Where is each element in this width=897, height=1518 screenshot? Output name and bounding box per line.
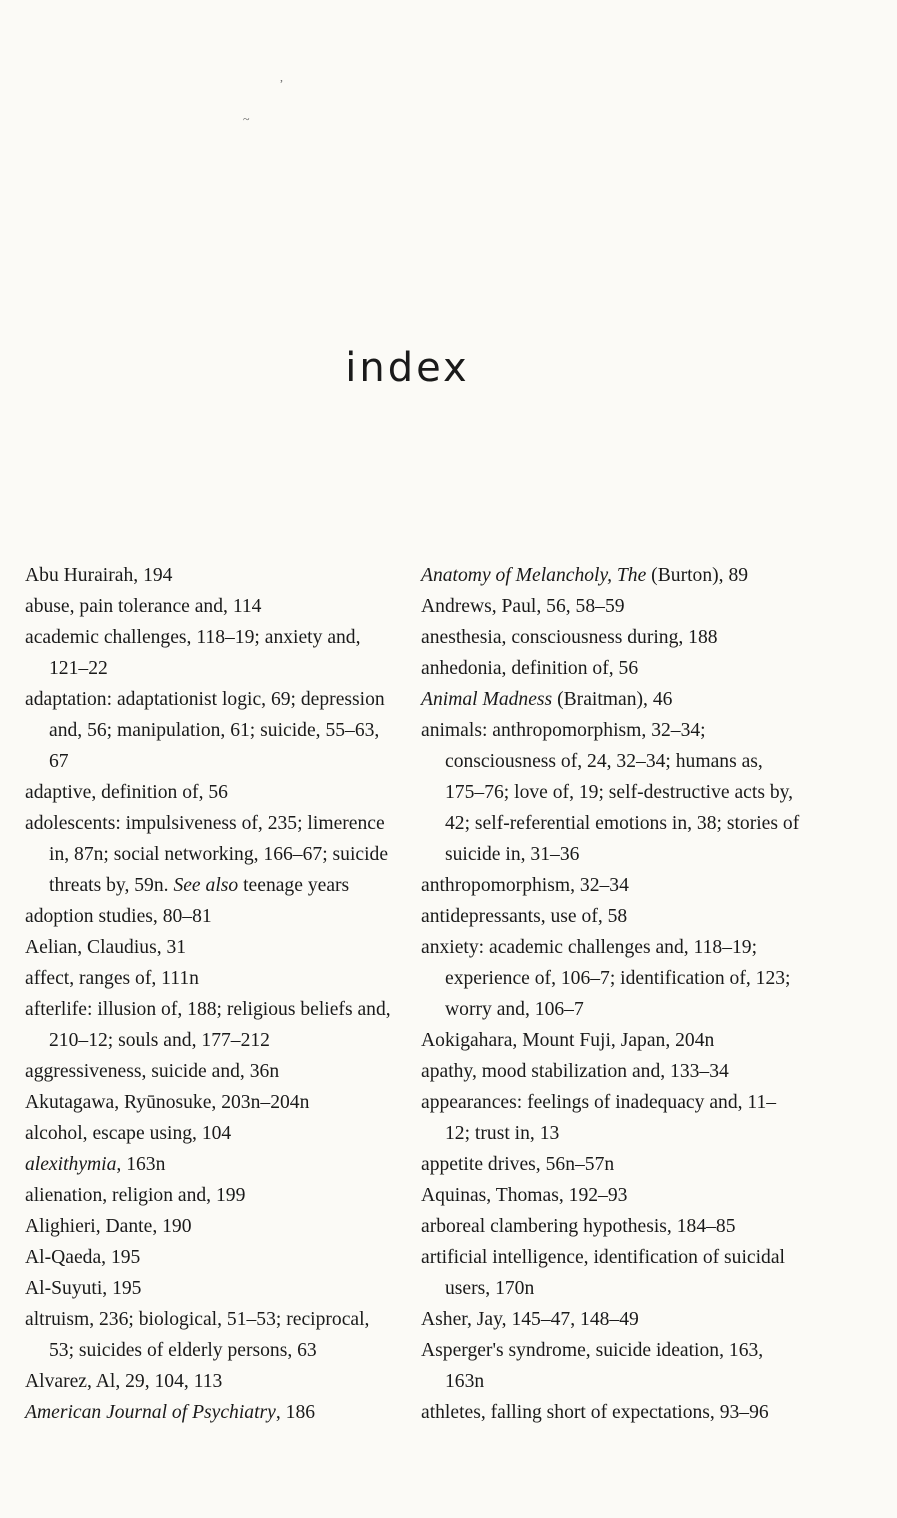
- index-entry: [421, 870, 801, 901]
- index-entry: [421, 622, 801, 653]
- index-entry-italic: American Journal of Psychiatry: [25, 1402, 276, 1423]
- index-entry-tail: anxiety: academic challenges and, 118–19; experience of, 106–7; identification of, 123; worry and, 106–7: [421, 937, 791, 1020]
- index-entry-tail: appetite drives, 56n–57n: [421, 1154, 615, 1175]
- index-entry-tail: Aokigahara, Mount Fuji, Japan, 204n: [421, 1030, 715, 1051]
- index-entry-tail: (Braitman), 46: [552, 689, 673, 710]
- index-entry-head: adolescents: impulsiveness of, 235; limerence in, 87n; social networking, 166–67; suicide threats by, 59n.: [25, 813, 389, 896]
- index-entry-tail: teenage years: [238, 875, 350, 896]
- index-entry-tail: anthropomorphism, 32–34: [421, 875, 629, 896]
- index-entry: [25, 1149, 397, 1180]
- index-entry-tail: aggressiveness, suicide and, 36n: [25, 1061, 280, 1082]
- index-entry: [421, 1397, 801, 1428]
- index-entry: [421, 1211, 801, 1242]
- index-entry-tail: Alvarez, Al, 29, 104, 113: [25, 1371, 223, 1392]
- index-entry: [421, 1025, 801, 1056]
- index-entry-italic: See also: [173, 875, 239, 896]
- index-entry: [25, 591, 397, 622]
- index-entry: [421, 560, 801, 591]
- index-entry-italic: alexithymia: [25, 1154, 117, 1175]
- index-entry: [421, 901, 801, 932]
- index-entry: [25, 808, 397, 901]
- index-entry-italic: Anatomy of Melancholy, The: [421, 565, 647, 586]
- index-entry-tail: artificial intelligence, identification of suicidal users, 170n: [421, 1247, 785, 1299]
- index-entry-tail: afterlife: illusion of, 188; religious beliefs and, 210–12; souls and, 177–212: [25, 999, 391, 1051]
- stray-mark-icon: ~: [243, 112, 250, 126]
- index-entry-tail: adaptive, definition of, 56: [25, 782, 228, 803]
- index-entry: [25, 1397, 397, 1428]
- index-entry: [421, 684, 801, 715]
- index-entry-tail: Asperger's syndrome, suicide ideation, 163, 163n: [421, 1340, 764, 1392]
- index-entry: [421, 932, 801, 1025]
- index-entry-tail: Andrews, Paul, 56, 58–59: [421, 596, 625, 617]
- index-entry: [25, 622, 397, 684]
- index-entry-tail: animals: anthropomorphism, 32–34; consciousness of, 24, 32–34; humans as, 175–76; love of, 19; self-destructive acts by, 42; self-referential emotions in, 38; stories of suicide in, 31–36: [421, 720, 800, 865]
- index-entry-tail: Aelian, Claudius, 31: [25, 937, 187, 958]
- index-entry: [421, 653, 801, 684]
- index-entry: [25, 1087, 397, 1118]
- index-entry: [421, 1149, 801, 1180]
- index-entry-tail: (Burton), 89: [646, 565, 749, 586]
- index-entry: [25, 1366, 397, 1397]
- index-entry-tail: appearances: feelings of inadequacy and, 11–12; trust in, 13: [421, 1092, 777, 1144]
- page-title: index: [345, 345, 470, 391]
- index-entry: [25, 1056, 397, 1087]
- index-entry-tail: Akutagawa, Ryūnosuke, 203n–204n: [25, 1092, 310, 1113]
- index-entry-tail: academic challenges, 118–19; anxiety and, 121–22: [25, 627, 361, 679]
- index-entry: [25, 777, 397, 808]
- index-column-right: [421, 560, 801, 1428]
- index-entry-tail: Al-Qaeda, 195: [25, 1247, 141, 1268]
- index-entry-tail: Aquinas, Thomas, 192–93: [421, 1185, 628, 1206]
- index-entry-tail: anesthesia, consciousness during, 188: [421, 627, 718, 648]
- index-entry: [421, 1087, 801, 1149]
- index-entry-tail: adaptation: adaptationist logic, 69; depression and, 56; manipulation, 61; suicide, 55–63, 67: [25, 689, 385, 772]
- index-entry: [25, 932, 397, 963]
- index-entry-tail: Asher, Jay, 145–47, 148–49: [421, 1309, 639, 1330]
- index-entry: [25, 963, 397, 994]
- index-entry: [421, 715, 801, 870]
- index-column-left: [25, 560, 397, 1428]
- index-entry: [25, 1242, 397, 1273]
- index-entry: [421, 1242, 801, 1304]
- index-entry-tail: alcohol, escape using, 104: [25, 1123, 232, 1144]
- index-entry: [421, 1335, 801, 1397]
- index-entry-tail: antidepressants, use of, 58: [421, 906, 628, 927]
- index-entry: [421, 1180, 801, 1211]
- index-entry: [25, 1273, 397, 1304]
- index-entry: [25, 1118, 397, 1149]
- index-entry-tail: , 163n: [116, 1154, 166, 1175]
- index-entry-tail: apathy, mood stabilization and, 133–34: [421, 1061, 729, 1082]
- index-entry: [421, 1304, 801, 1335]
- index-entry-tail: abuse, pain tolerance and, 114: [25, 596, 262, 617]
- index-entry: [25, 901, 397, 932]
- index-entry: [25, 1211, 397, 1242]
- index-entry-tail: anhedonia, definition of, 56: [421, 658, 639, 679]
- index-entry-tail: affect, ranges of, 111n: [25, 968, 199, 989]
- index-entry-tail: athletes, falling short of expectations, 93–96: [421, 1402, 769, 1423]
- index-entry-tail: Abu Hurairah, 194: [25, 565, 173, 586]
- index-entry-tail: arboreal clambering hypothesis, 184–85: [421, 1216, 736, 1237]
- index-entry: [25, 994, 397, 1056]
- index-entry: [421, 1056, 801, 1087]
- index-entry-tail: adoption studies, 80–81: [25, 906, 212, 927]
- index-entry-tail: altruism, 236; biological, 51–53; reciprocal, 53; suicides of elderly persons, 63: [25, 1309, 370, 1361]
- index-entry: [25, 1304, 397, 1366]
- index-entry-italic: Animal Madness: [421, 689, 553, 710]
- index-entry-tail: , 186: [275, 1402, 316, 1423]
- index-entry: [25, 1180, 397, 1211]
- index-entry: [25, 560, 397, 591]
- index-entry: [421, 591, 801, 622]
- index-entry: [25, 684, 397, 777]
- index-entry-tail: Al-Suyuti, 195: [25, 1278, 142, 1299]
- index-entry-tail: Alighieri, Dante, 190: [25, 1216, 192, 1237]
- stray-mark-icon: ,: [280, 70, 283, 84]
- index-entry-tail: alienation, religion and, 199: [25, 1185, 246, 1206]
